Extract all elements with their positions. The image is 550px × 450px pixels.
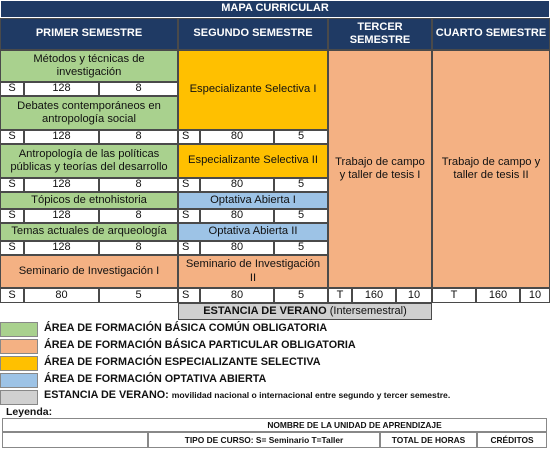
- course-credits: [520, 288, 550, 303]
- course-hours: [200, 209, 274, 223]
- legend-area-basic-common: [0, 322, 38, 337]
- swatch-grey: [0, 390, 38, 405]
- course-credits: [274, 130, 328, 144]
- course-hours: [352, 288, 396, 303]
- course-type-value: S: [182, 130, 190, 143]
- course-hours-value: 128: [52, 241, 71, 254]
- course-type: [0, 178, 24, 192]
- course-type-value: S: [8, 178, 16, 191]
- legend-text: ÁREA DE FORMACIÓN ESPECIALIZANTE SELECTIVA: [44, 356, 321, 368]
- course-hours-value: 80: [230, 130, 244, 143]
- course-type-value: S: [182, 241, 190, 254]
- legend-text: ÁREA DE FORMACIÓN BÁSICA COMÚN OBLIGATORIA: [44, 322, 328, 334]
- course-credits: [99, 288, 178, 303]
- course-type-value: S: [8, 82, 16, 95]
- course-type-value: S: [8, 130, 16, 143]
- page-title: [0, 0, 550, 18]
- course-c6: [0, 255, 178, 288]
- course-type: [178, 241, 200, 255]
- course-type: [328, 288, 352, 303]
- course-credits-value: 10: [528, 288, 542, 301]
- leyenda-total-hours: [380, 432, 477, 448]
- legend-area-specialized: [0, 356, 38, 371]
- course-name: Optativa Abierta II: [208, 225, 298, 238]
- leyenda-credits-text: CRÉDITOS: [490, 434, 534, 445]
- leyenda-blank-cell: [2, 432, 148, 448]
- course-credits-value: 5: [297, 209, 305, 222]
- summer-stay-note: (Intersemestral): [326, 304, 407, 317]
- course-name: Tópicos de etnohistoria: [31, 193, 147, 206]
- swatch-green: [0, 322, 38, 337]
- course-type-value: S: [8, 209, 16, 222]
- semester-2-label: SEGUNDO SEMESTRE: [193, 27, 313, 40]
- course-type-value: S: [182, 178, 190, 191]
- legend-summer-label: ESTANCIA DE VERANO:: [44, 389, 169, 401]
- course-type-value: T: [450, 288, 458, 301]
- leyenda-unit-name: NOMBRE DE LA UNIDAD DE APRENDIZAJE: [267, 419, 442, 430]
- leyenda-title: Leyenda:: [6, 406, 53, 418]
- legend-summer-stay: [0, 390, 38, 405]
- course-credits: [274, 288, 328, 303]
- semester-header-4: [432, 18, 550, 50]
- course-c4: [0, 192, 178, 209]
- course-hours-value: 80: [230, 241, 244, 254]
- swatch-salmon: [0, 339, 38, 354]
- course-credits-value: 8: [135, 241, 142, 254]
- course-credits-value: 8: [135, 178, 142, 191]
- course-credits: [274, 178, 328, 192]
- course-credits-value: 5: [297, 241, 305, 254]
- course-hours-value: 80: [55, 288, 68, 301]
- course-credits-value: 5: [297, 288, 305, 301]
- course-c2: [0, 96, 178, 130]
- leyenda-total-hours-text: TOTAL DE HORAS: [391, 434, 466, 445]
- course-name: Seminario de Investigación II: [185, 258, 321, 284]
- course-hours: [24, 288, 99, 303]
- course-credits-value: 8: [135, 209, 142, 222]
- course-name: Debates contemporáneos en antropología social: [17, 99, 161, 125]
- leyenda-course-type: [148, 432, 380, 448]
- course-hours: [200, 241, 274, 255]
- leyenda-credits: [477, 432, 547, 448]
- semester-4-label: CUARTO SEMESTRE: [435, 27, 547, 40]
- course-name: Métodos y técnicas de investigación: [33, 52, 145, 78]
- course-name: Especializante Selectiva I: [189, 83, 317, 96]
- course-type-value: S: [182, 288, 190, 301]
- course-type: [178, 209, 200, 223]
- course-hours: [476, 288, 520, 303]
- course-hours: [200, 288, 274, 303]
- course-hours-value: 128: [52, 130, 71, 143]
- legend-text: ÁREA DE FORMACIÓN OPTATIVA ABIERTA: [44, 373, 267, 385]
- course-c9: [178, 192, 328, 209]
- course-type: [178, 178, 200, 192]
- course-type-value: S: [182, 209, 190, 222]
- course-c10: [178, 223, 328, 241]
- course-credits-value: 8: [135, 82, 142, 95]
- course-name: Trabajo de campo y taller de tesis I: [335, 155, 425, 181]
- course-type: [178, 288, 200, 303]
- course-hours: [200, 130, 274, 144]
- course-type-value: T: [336, 288, 344, 301]
- course-type: [432, 288, 476, 303]
- course-credits: [274, 241, 328, 255]
- course-type-value: S: [8, 288, 16, 301]
- course-c3: [0, 144, 178, 178]
- course-hours-value: 128: [52, 209, 71, 222]
- course-name: Antropología de las políticas públicas y teorías del desarrollo: [10, 147, 168, 173]
- course-credits: [99, 82, 178, 96]
- course-credits: [99, 178, 178, 192]
- semester-header-3: [328, 18, 432, 50]
- legend-text: ÁREA DE FORMACIÓN BÁSICA PARTICULAR OBLIGATORIA: [44, 339, 356, 351]
- course-credits-value: 10: [407, 288, 421, 301]
- leyenda-unit-name-row: [2, 418, 547, 432]
- semester-3-label: TERCER SEMESTRE: [349, 20, 411, 46]
- course-hours: [24, 130, 99, 144]
- course-name: Temas actuales de arqueología: [11, 225, 167, 238]
- course-c12: [328, 50, 432, 288]
- legend-text: [44, 389, 450, 401]
- course-type: [0, 288, 24, 303]
- course-type-value: S: [8, 241, 16, 254]
- course-c8: [178, 144, 328, 178]
- swatch-yellow: [0, 356, 38, 371]
- legend-area-optional: [0, 373, 38, 388]
- course-type: [0, 130, 24, 144]
- page-title-text: MAPA CURRICULAR: [221, 2, 329, 15]
- legend-summer-note: movilidad nacional o internacional entre segundo y tercer semestre.: [171, 390, 451, 400]
- semester-1-label: PRIMER SEMESTRE: [35, 27, 143, 40]
- course-credits-value: 8: [135, 130, 142, 143]
- course-hours-value: 128: [52, 178, 71, 191]
- course-credits: [396, 288, 432, 303]
- course-hours: [24, 82, 99, 96]
- course-hours-value: 160: [364, 288, 384, 301]
- course-hours-value: 128: [52, 82, 71, 95]
- course-credits: [99, 209, 178, 223]
- course-c13: [432, 50, 550, 288]
- semester-header-1: [0, 18, 178, 50]
- course-credits: [99, 130, 178, 144]
- course-hours: [24, 209, 99, 223]
- course-credits: [99, 241, 178, 255]
- course-credits-value: 5: [297, 130, 305, 143]
- course-type: [178, 130, 200, 144]
- course-c5: [0, 223, 178, 241]
- course-type: [0, 209, 24, 223]
- semester-header-2: [178, 18, 328, 50]
- course-hours-value: 80: [230, 209, 244, 222]
- course-c11: [178, 255, 328, 288]
- legend-area-basic-particular: [0, 339, 38, 354]
- course-credits-value: 5: [297, 178, 305, 191]
- course-hours-value: 80: [230, 288, 244, 301]
- course-hours: [24, 241, 99, 255]
- course-c1: [0, 50, 178, 82]
- course-hours-value: 160: [488, 288, 508, 301]
- course-type: [0, 82, 24, 96]
- course-hours: [200, 178, 274, 192]
- course-hours: [24, 178, 99, 192]
- leyenda-course-type-text: TIPO DE CURSO: S= Seminario T=Taller: [184, 434, 344, 445]
- course-type: [0, 241, 24, 255]
- course-credits-value: 5: [135, 288, 142, 301]
- course-c7: [178, 50, 328, 130]
- course-name: Seminario de Investigación I: [18, 264, 160, 277]
- course-name: Optativa Abierta I: [210, 193, 296, 206]
- course-credits: [274, 209, 328, 223]
- course-hours-value: 80: [230, 178, 244, 191]
- course-name: Trabajo de campo y taller de tesis II: [441, 155, 541, 181]
- course-name: Especializante Selectiva II: [188, 154, 318, 167]
- swatch-blue: [0, 373, 38, 388]
- summer-stay-bar: [178, 303, 432, 320]
- summer-stay-label: ESTANCIA DE VERANO: [203, 304, 327, 317]
